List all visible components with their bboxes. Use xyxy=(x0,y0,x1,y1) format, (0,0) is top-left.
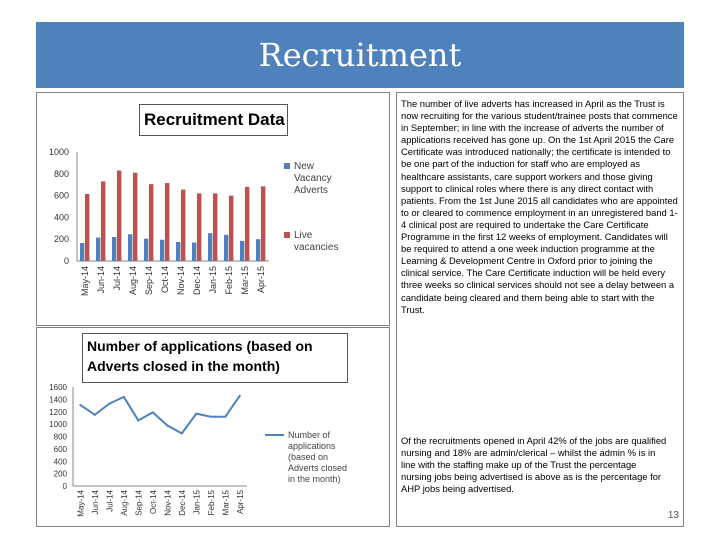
recruitment-data-chart xyxy=(36,92,390,326)
new-adverts-bar xyxy=(256,239,260,261)
x-tick-label: Oct-14 xyxy=(160,266,170,294)
new-adverts-bar xyxy=(208,233,212,261)
live-vacancies-bar xyxy=(261,186,265,261)
y-tick-label: 800 xyxy=(53,432,67,442)
x-tick-label: Aug-14 xyxy=(119,490,129,516)
applications-point xyxy=(210,416,212,418)
title-bar xyxy=(36,22,684,88)
legend-label: Number of xyxy=(288,430,331,440)
y-tick-label: 200 xyxy=(53,469,67,479)
new-adverts-bar xyxy=(224,235,228,261)
chart2-title: Number of applications (based on Adverts closed in the month) xyxy=(82,333,348,383)
x-tick-label: Dec-14 xyxy=(177,490,187,516)
x-tick-label: Feb-15 xyxy=(224,266,234,295)
new-adverts-bar xyxy=(128,234,132,261)
text-panel xyxy=(396,92,684,527)
x-tick-label: Mar-15 xyxy=(221,490,231,516)
x-tick-label: Jul-14 xyxy=(105,490,115,512)
y-tick-label: 1400 xyxy=(49,395,67,405)
y-tick-label: 600 xyxy=(53,190,69,201)
x-tick-label: Dec-14 xyxy=(192,266,202,296)
legend-swatch xyxy=(284,232,290,238)
live-vacancies-bar xyxy=(149,184,153,261)
live-vacancies-bar xyxy=(101,181,105,261)
legend-label: in the month) xyxy=(288,474,341,484)
live-vacancies-bar xyxy=(85,194,89,261)
applications-point xyxy=(152,411,154,413)
live-vacancies-bar xyxy=(133,173,137,261)
x-tick-label: Sep-14 xyxy=(144,266,154,296)
x-tick-label: Apr-15 xyxy=(235,490,245,515)
x-tick-label: Jan-15 xyxy=(192,490,202,515)
new-adverts-bar xyxy=(96,238,100,261)
x-tick-label: Feb-15 xyxy=(206,490,216,516)
applications-point xyxy=(94,414,96,416)
recruitment-data-svg xyxy=(37,93,389,325)
page-number: 13 xyxy=(667,510,679,521)
new-adverts-bar xyxy=(160,240,164,261)
live-vacancies-bar xyxy=(117,171,121,261)
legend-label: Vacancy xyxy=(294,173,332,184)
applications-point xyxy=(181,432,183,434)
x-tick-label: May-14 xyxy=(76,490,86,517)
y-tick-label: 200 xyxy=(53,234,69,245)
y-tick-label: 1000 xyxy=(48,147,69,157)
live-vacancies-bar xyxy=(197,193,201,261)
applications-line xyxy=(80,396,240,434)
live-vacancies-bar xyxy=(181,190,185,261)
x-tick-label: Jun-14 xyxy=(96,266,106,294)
legend-label: vacancies xyxy=(294,242,339,253)
x-tick-label: Mar-15 xyxy=(240,266,250,295)
applications-point xyxy=(123,396,125,398)
x-tick-label: Jan-15 xyxy=(208,266,218,294)
slide-title: Recruitment xyxy=(258,36,462,74)
applications-point xyxy=(137,419,139,421)
x-tick-label: Nov-14 xyxy=(163,490,173,516)
y-tick-label: 600 xyxy=(53,444,67,454)
legend-label: Adverts closed xyxy=(288,463,348,473)
new-adverts-bar xyxy=(112,237,116,261)
paragraph-care-certificate: The number of live adverts has increased in April as the Trust is now recruiting for the various student/trainee posts that commence in September; in line with the increase of adverts the number of applications received has gone up. On the 1st April 2015 the Care Certificate was introduced nationally; the certificate is intended to be one part of the induction for staff who are employed as healthcare assistants, care support workers and those giving support to clinical roles where there is any direct contact with patients. From the 1st June 2015 all candidates who are appointed to or cleared to commence employment in an unregistered band 1-4 clinical post are required to undertake the Care Certificate Programme in the first 12 weeks of employment. Candidates will be required to attend a one week induction programme at the Learning & Development Centre in Oxford prior to joining the clinical service. The Care Certificate induction will be held every three weeks so clinical services should not see a delay between a candidate being cleared and them being able to start with the Trust. xyxy=(401,98,678,315)
y-tick-label: 1200 xyxy=(49,407,67,417)
x-tick-label: Jul-14 xyxy=(112,266,122,291)
paragraph-recruitment-mix: Of the recruitments opened in April 42% of the jobs are qualified nursing and 18% are admin/clerical – whilst the admin % is in line with the staffing make up of the Trust the percentage nursing jobs being advertised is above as is the percentage for AHP jobs being advertised. xyxy=(401,435,667,495)
y-tick-label: 1000 xyxy=(49,420,67,430)
legend-label: Live xyxy=(294,230,313,241)
new-adverts-bar xyxy=(176,242,180,261)
x-tick-label: Nov-14 xyxy=(176,266,186,296)
y-tick-label: 0 xyxy=(63,256,69,266)
y-tick-label: 1600 xyxy=(49,383,67,392)
applications-point xyxy=(79,404,81,406)
y-tick-label: 400 xyxy=(53,212,69,223)
new-adverts-bar xyxy=(192,242,196,261)
applications-point xyxy=(195,413,197,415)
chart1-title: Recruitment Data xyxy=(139,104,288,136)
live-vacancies-bar xyxy=(229,196,233,261)
legend-label: (based on xyxy=(288,452,329,462)
legend-label: applications xyxy=(288,441,336,451)
new-adverts-bar xyxy=(80,243,84,261)
x-tick-label: Sep-14 xyxy=(134,490,144,516)
legend-label: New xyxy=(294,161,315,172)
applications-point xyxy=(239,395,241,397)
legend-label: Adverts xyxy=(294,185,328,196)
legend-swatch xyxy=(284,163,290,169)
y-tick-label: 0 xyxy=(62,482,67,491)
x-tick-label: Aug-14 xyxy=(128,266,138,296)
new-adverts-bar xyxy=(144,239,148,261)
live-vacancies-bar xyxy=(213,193,217,261)
live-vacancies-bar xyxy=(245,187,249,261)
applications-point xyxy=(224,416,226,418)
live-vacancies-bar xyxy=(165,183,169,261)
y-tick-label: 400 xyxy=(53,457,67,467)
applications-svg xyxy=(37,328,389,526)
y-tick-label: 800 xyxy=(53,168,69,179)
applications-chart xyxy=(36,327,390,527)
x-tick-label: Apr-15 xyxy=(256,266,266,294)
applications-point xyxy=(108,403,110,405)
x-tick-label: Oct-14 xyxy=(148,490,158,515)
x-tick-label: May-14 xyxy=(80,266,90,297)
x-tick-label: Jun-14 xyxy=(90,490,100,515)
applications-point xyxy=(166,424,168,426)
new-adverts-bar xyxy=(240,241,244,261)
